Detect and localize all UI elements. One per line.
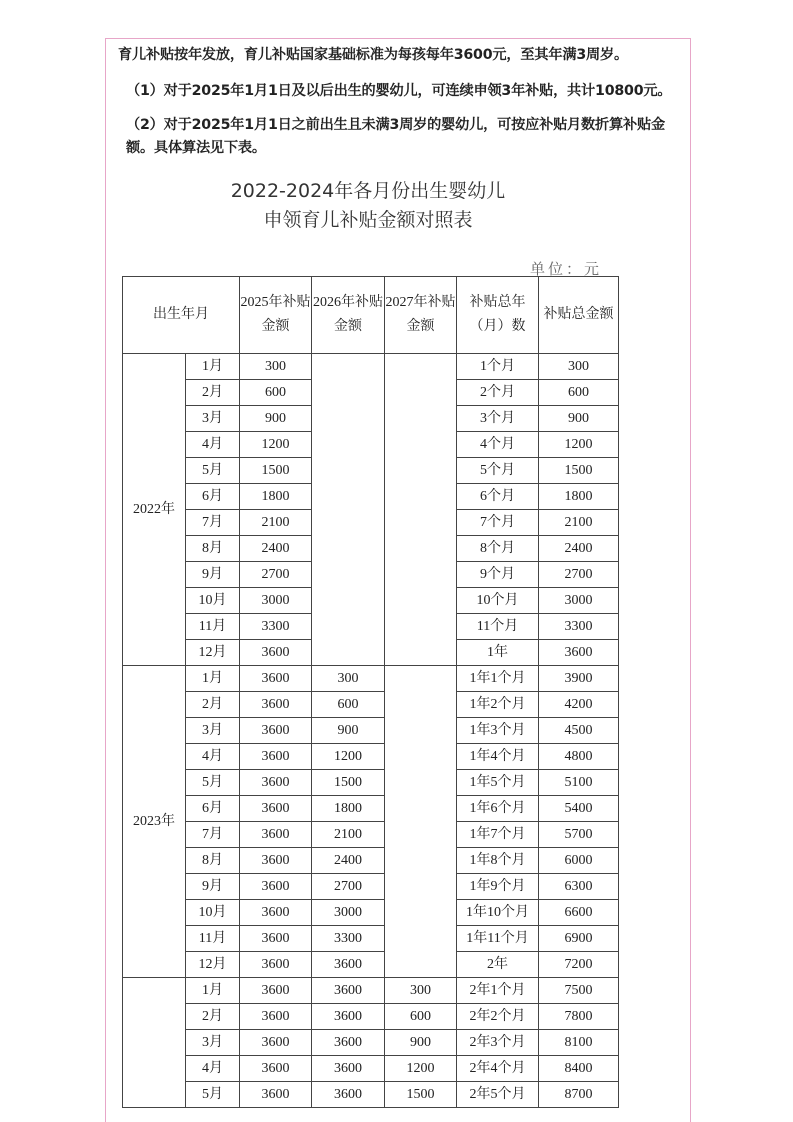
year-cell: 2023年 — [123, 666, 186, 978]
total-cell: 5700 — [539, 822, 619, 848]
month-cell: 2月 — [186, 380, 240, 406]
months-cell: 4个月 — [457, 432, 539, 458]
months-cell: 2年2个月 — [457, 1004, 539, 1030]
amount-2025-cell: 3600 — [240, 926, 312, 952]
months-cell: 1年7个月 — [457, 822, 539, 848]
month-cell: 3月 — [186, 406, 240, 432]
months-cell: 1年9个月 — [457, 874, 539, 900]
total-cell: 2100 — [539, 510, 619, 536]
amount-2025-cell: 1200 — [240, 432, 312, 458]
header-2025: 2025年补贴金额 — [240, 277, 312, 354]
month-cell: 11月 — [186, 614, 240, 640]
amount-2026-cell: 3600 — [312, 1056, 385, 1082]
table-row — [123, 354, 619, 380]
amount-2025-cell: 3600 — [240, 978, 312, 1004]
table-row — [123, 1030, 619, 1056]
amount-2025-cell: 3600 — [240, 770, 312, 796]
months-cell: 2年5个月 — [457, 1082, 539, 1108]
table-row — [123, 874, 619, 900]
amount-2027-cell — [385, 666, 457, 978]
total-cell: 7200 — [539, 952, 619, 978]
subsidy-table — [122, 276, 619, 1108]
month-cell: 4月 — [186, 432, 240, 458]
amount-2025-cell: 3600 — [240, 1030, 312, 1056]
intro-text — [118, 44, 683, 160]
amount-2025-cell: 3600 — [240, 952, 312, 978]
total-cell: 300 — [539, 354, 619, 380]
amount-2025-cell: 300 — [240, 354, 312, 380]
amount-2027-cell — [385, 354, 457, 666]
table-row — [123, 900, 619, 926]
month-cell: 2月 — [186, 1004, 240, 1030]
amount-2025-cell: 3600 — [240, 744, 312, 770]
total-cell: 8400 — [539, 1056, 619, 1082]
amount-2026-cell: 3600 — [312, 952, 385, 978]
amount-2025-cell: 2400 — [240, 536, 312, 562]
amount-2027-cell: 600 — [385, 1004, 457, 1030]
table-row — [123, 1004, 619, 1030]
amount-2025-cell: 3600 — [240, 1082, 312, 1108]
total-cell: 5400 — [539, 796, 619, 822]
header-birth: 出生年月 — [123, 277, 240, 354]
table-row — [123, 978, 619, 1004]
total-cell: 3000 — [539, 588, 619, 614]
month-cell: 9月 — [186, 874, 240, 900]
amount-2025-cell: 900 — [240, 406, 312, 432]
amount-2025-cell: 2700 — [240, 562, 312, 588]
total-cell: 1200 — [539, 432, 619, 458]
table-row — [123, 718, 619, 744]
month-cell: 12月 — [186, 640, 240, 666]
amount-2025-cell: 3600 — [240, 640, 312, 666]
year-cell: 2022年 — [123, 354, 186, 666]
months-cell: 1年1个月 — [457, 666, 539, 692]
table-title-line-2: 申领育儿补贴金额对照表 — [263, 209, 473, 231]
amount-2026-cell: 3600 — [312, 1082, 385, 1108]
intro-paragraph-3: （2）对于2025年1月1日之前出生且未满3周岁的婴幼儿，可按应补贴月数折算补贴金额。具体算法见下表。 — [126, 117, 665, 156]
months-cell: 7个月 — [457, 510, 539, 536]
amount-2027-cell: 1200 — [385, 1056, 457, 1082]
total-cell: 1500 — [539, 458, 619, 484]
month-cell: 7月 — [186, 822, 240, 848]
amount-2025-cell: 1800 — [240, 484, 312, 510]
total-cell: 6300 — [539, 874, 619, 900]
amount-2025-cell: 600 — [240, 380, 312, 406]
amount-2027-cell: 1500 — [385, 1082, 457, 1108]
table-row — [123, 822, 619, 848]
months-cell: 8个月 — [457, 536, 539, 562]
month-cell: 10月 — [186, 900, 240, 926]
month-cell: 6月 — [186, 484, 240, 510]
months-cell: 11个月 — [457, 614, 539, 640]
amount-2026-cell: 1200 — [312, 744, 385, 770]
months-cell: 2年1个月 — [457, 978, 539, 1004]
table-row — [123, 1056, 619, 1082]
month-cell: 1月 — [186, 978, 240, 1004]
total-cell: 3300 — [539, 614, 619, 640]
amount-2026-cell: 1500 — [312, 770, 385, 796]
month-cell: 4月 — [186, 1056, 240, 1082]
months-cell: 2年4个月 — [457, 1056, 539, 1082]
table-header-row — [123, 277, 619, 354]
amount-2025-cell: 1500 — [240, 458, 312, 484]
month-cell: 2月 — [186, 692, 240, 718]
header-months: 补贴总年（月）数 — [457, 277, 539, 354]
amount-2026-cell: 3000 — [312, 900, 385, 926]
table-row — [123, 952, 619, 978]
total-cell: 900 — [539, 406, 619, 432]
months-cell: 10个月 — [457, 588, 539, 614]
table-title-line-1: 2022-2024年各月份出生婴幼儿 — [230, 180, 506, 202]
amount-2026-cell: 2100 — [312, 822, 385, 848]
months-cell: 2个月 — [457, 380, 539, 406]
total-cell: 4800 — [539, 744, 619, 770]
months-cell: 2年 — [457, 952, 539, 978]
total-cell: 6900 — [539, 926, 619, 952]
amount-2026-cell: 3600 — [312, 978, 385, 1004]
amount-2025-cell: 3300 — [240, 614, 312, 640]
total-cell: 6000 — [539, 848, 619, 874]
total-cell: 8700 — [539, 1082, 619, 1108]
year-cell — [123, 978, 186, 1108]
months-cell: 1年5个月 — [457, 770, 539, 796]
months-cell: 1年8个月 — [457, 848, 539, 874]
amount-2025-cell: 3600 — [240, 796, 312, 822]
amount-2026-cell: 600 — [312, 692, 385, 718]
amount-2025-cell: 3600 — [240, 1004, 312, 1030]
amount-2026-cell — [312, 354, 385, 666]
months-cell: 1年2个月 — [457, 692, 539, 718]
table-row — [123, 1082, 619, 1108]
intro-paragraph-1: 育儿补贴按年发放，育儿补贴国家基础标准为每孩每年3600元，至其年满3周岁。 — [118, 47, 628, 63]
month-cell: 5月 — [186, 770, 240, 796]
amount-2025-cell: 2100 — [240, 510, 312, 536]
total-cell: 3600 — [539, 640, 619, 666]
header-total: 补贴总金额 — [539, 277, 619, 354]
amount-2025-cell: 3000 — [240, 588, 312, 614]
months-cell: 6个月 — [457, 484, 539, 510]
amount-2026-cell: 2400 — [312, 848, 385, 874]
months-cell: 9个月 — [457, 562, 539, 588]
month-cell: 9月 — [186, 562, 240, 588]
amount-2026-cell: 2700 — [312, 874, 385, 900]
month-cell: 11月 — [186, 926, 240, 952]
amount-2026-cell: 1800 — [312, 796, 385, 822]
amount-2025-cell: 3600 — [240, 822, 312, 848]
table-body — [123, 354, 619, 1108]
total-cell: 4500 — [539, 718, 619, 744]
total-cell: 7500 — [539, 978, 619, 1004]
amount-2025-cell: 3600 — [240, 900, 312, 926]
months-cell: 1年11个月 — [457, 926, 539, 952]
amount-2027-cell: 900 — [385, 1030, 457, 1056]
total-cell: 2700 — [539, 562, 619, 588]
months-cell: 1年10个月 — [457, 900, 539, 926]
amount-2026-cell: 900 — [312, 718, 385, 744]
month-cell: 6月 — [186, 796, 240, 822]
months-cell: 1个月 — [457, 354, 539, 380]
total-cell: 1800 — [539, 484, 619, 510]
month-cell: 3月 — [186, 718, 240, 744]
header-2026: 2026年补贴金额 — [312, 277, 385, 354]
months-cell: 1年 — [457, 640, 539, 666]
amount-2025-cell: 3600 — [240, 1056, 312, 1082]
total-cell: 6600 — [539, 900, 619, 926]
table-row — [123, 692, 619, 718]
amount-2025-cell: 3600 — [240, 692, 312, 718]
month-cell: 8月 — [186, 536, 240, 562]
months-cell: 5个月 — [457, 458, 539, 484]
header-2027: 2027年补贴金额 — [385, 277, 457, 354]
amount-2027-cell: 300 — [385, 978, 457, 1004]
amount-2025-cell: 3600 — [240, 848, 312, 874]
amount-2025-cell: 3600 — [240, 874, 312, 900]
table-row — [123, 848, 619, 874]
table-row — [123, 926, 619, 952]
total-cell: 3900 — [539, 666, 619, 692]
months-cell: 3个月 — [457, 406, 539, 432]
table-row — [123, 796, 619, 822]
months-cell: 1年3个月 — [457, 718, 539, 744]
months-cell: 1年4个月 — [457, 744, 539, 770]
total-cell: 8100 — [539, 1030, 619, 1056]
months-cell: 1年6个月 — [457, 796, 539, 822]
month-cell: 3月 — [186, 1030, 240, 1056]
amount-2026-cell: 3300 — [312, 926, 385, 952]
amount-2026-cell: 3600 — [312, 1004, 385, 1030]
month-cell: 8月 — [186, 848, 240, 874]
amount-2025-cell: 3600 — [240, 666, 312, 692]
amount-2025-cell: 3600 — [240, 718, 312, 744]
table-row — [123, 666, 619, 692]
table-row — [123, 770, 619, 796]
months-cell: 2年3个月 — [457, 1030, 539, 1056]
amount-2026-cell: 300 — [312, 666, 385, 692]
amount-2026-cell: 3600 — [312, 1030, 385, 1056]
month-cell: 4月 — [186, 744, 240, 770]
month-cell: 10月 — [186, 588, 240, 614]
total-cell: 5100 — [539, 770, 619, 796]
month-cell: 5月 — [186, 458, 240, 484]
total-cell: 2400 — [539, 536, 619, 562]
month-cell: 12月 — [186, 952, 240, 978]
total-cell: 600 — [539, 380, 619, 406]
month-cell: 1月 — [186, 666, 240, 692]
intro-paragraph-2: （1）对于2025年1月1日及以后出生的婴幼儿，可连续申领3年补贴，共计10800元。 — [126, 83, 672, 99]
table-row — [123, 744, 619, 770]
total-cell: 7800 — [539, 1004, 619, 1030]
month-cell: 7月 — [186, 510, 240, 536]
month-cell: 1月 — [186, 354, 240, 380]
unit-label: 单位：元 — [530, 260, 603, 278]
total-cell: 4200 — [539, 692, 619, 718]
month-cell: 5月 — [186, 1082, 240, 1108]
